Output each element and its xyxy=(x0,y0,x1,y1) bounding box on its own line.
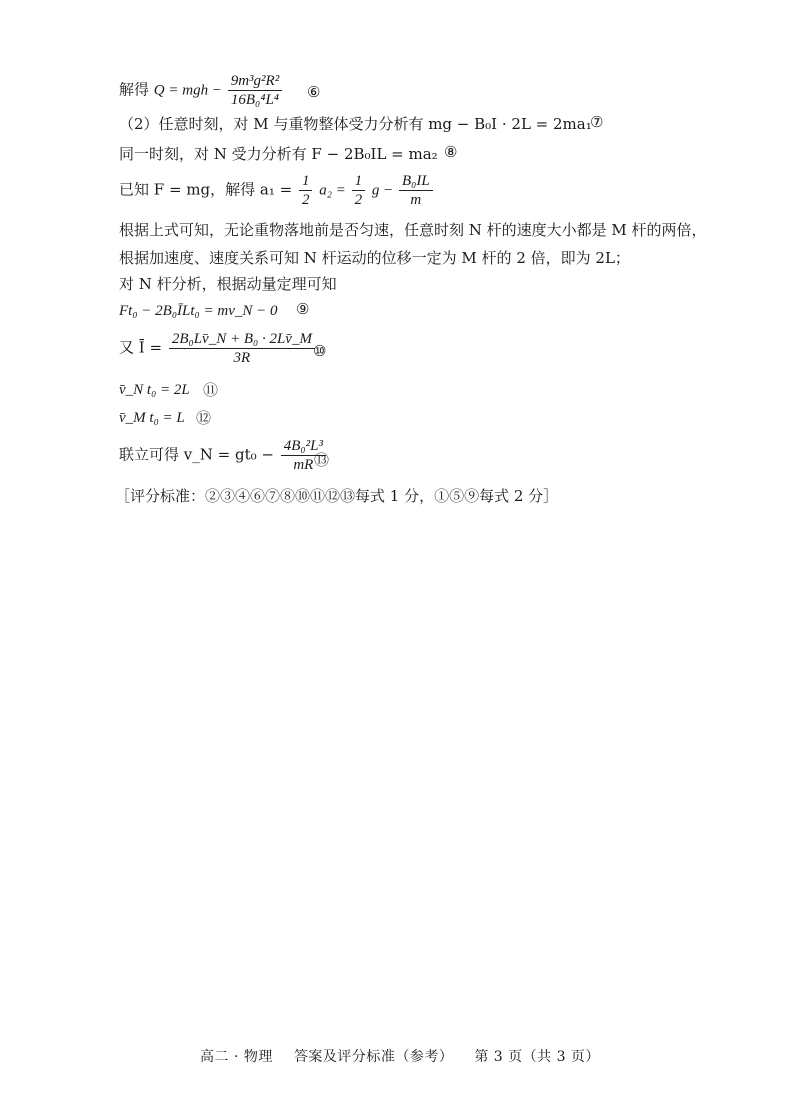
footer-page-number: 第 3 页（共 3 页） xyxy=(474,1049,600,1065)
footer-title: 答案及评分标准（参考） xyxy=(293,1049,454,1065)
eq6-numerator: 9m³g²R² xyxy=(228,72,283,91)
equation-13 xyxy=(119,437,328,474)
eq8-text: 同一时刻，对 N 受力分析有 F − 2B₀IL = ma₂ xyxy=(119,145,438,163)
eq6-denominator: 16B₀⁴L⁴ xyxy=(230,92,280,108)
l4-frac3 xyxy=(399,172,433,209)
page-footer xyxy=(0,1046,800,1066)
eq6-tag: ⑥ xyxy=(307,83,321,101)
l4-frac3-den: m xyxy=(410,192,422,208)
eq9-tag: ⑨ xyxy=(296,300,310,318)
eq13-numerator: 4B₀²L³ xyxy=(281,437,326,456)
l4-mid: a₂ = xyxy=(319,182,350,199)
acceleration-relation xyxy=(119,172,435,209)
paragraph-line-3: 对 N 杆分析，根据动量定理可知 xyxy=(119,275,337,293)
eq13-tag: ⑬ xyxy=(314,451,330,469)
l4-mid2: g − xyxy=(371,182,397,199)
equation-8 xyxy=(119,143,438,165)
scoring-criteria: ［评分标准：②③④⑥⑦⑧⑩⑪⑫⑬每式 1 分，①⑤⑨每式 2 分］ xyxy=(115,487,559,505)
eq10-fraction xyxy=(169,330,315,367)
eq13-prefix: 联立可得 v_N = gt₀ − xyxy=(119,445,279,464)
equation-12: v̄_M t₀ = L xyxy=(119,410,185,426)
l4-frac2-num: 1 xyxy=(352,172,366,191)
eq6-fraction xyxy=(228,72,283,109)
eq6-lhs: Q = mgh − xyxy=(153,82,226,99)
l4-frac2 xyxy=(352,172,366,209)
l4-frac1 xyxy=(299,172,313,209)
eq11-tag: ⑪ xyxy=(203,381,219,399)
equation-11: v̄_N t₀ = 2L xyxy=(119,382,190,398)
l4-frac1-den: 2 xyxy=(301,192,310,208)
l4-frac3-num: B₀IL xyxy=(399,172,433,191)
l4-frac1-num: 1 xyxy=(299,172,313,191)
eq10-denominator: 3R xyxy=(233,350,251,366)
equation-9: Ft₀ − 2B₀ĪLt₀ = mv_N − 0 xyxy=(119,303,278,319)
eq10-numerator: 2B₀Lv̄_N + B₀ · 2Lv̄_M xyxy=(169,330,315,349)
eq7-text: （2）任意时刻，对 M 与重物整体受力分析有 mg − B₀I · 2L = 2ma₁ xyxy=(119,115,592,133)
eq7-tag: ⑦ xyxy=(590,113,604,131)
eq13-denominator: mR xyxy=(293,457,314,473)
l4-prefix: 已知 F = mg，解得 a₁ = xyxy=(119,180,297,199)
eq8-tag: ⑧ xyxy=(444,143,458,161)
l4-frac2-den: 2 xyxy=(354,192,363,208)
paragraph-line-1: 根据上式可知，无论重物落地前是否匀速，任意时刻 N 杆的速度大小都是 M 杆的两倍， xyxy=(119,221,707,239)
equation-6 xyxy=(119,72,284,109)
eq10-prefix: 又 Ī = xyxy=(119,338,167,357)
footer-subject: 高二 · 物理 xyxy=(200,1049,273,1065)
eq6-prefix: 解得 xyxy=(119,80,154,99)
paragraph-line-2: 根据加速度、速度关系可知 N 杆运动的位移一定为 M 杆的 2 倍，即为 2L； xyxy=(119,249,630,267)
eq12-tag: ⑫ xyxy=(196,409,212,427)
eq10-tag: ⑩ xyxy=(313,342,327,360)
equation-10 xyxy=(119,330,317,367)
equation-7 xyxy=(119,113,592,135)
